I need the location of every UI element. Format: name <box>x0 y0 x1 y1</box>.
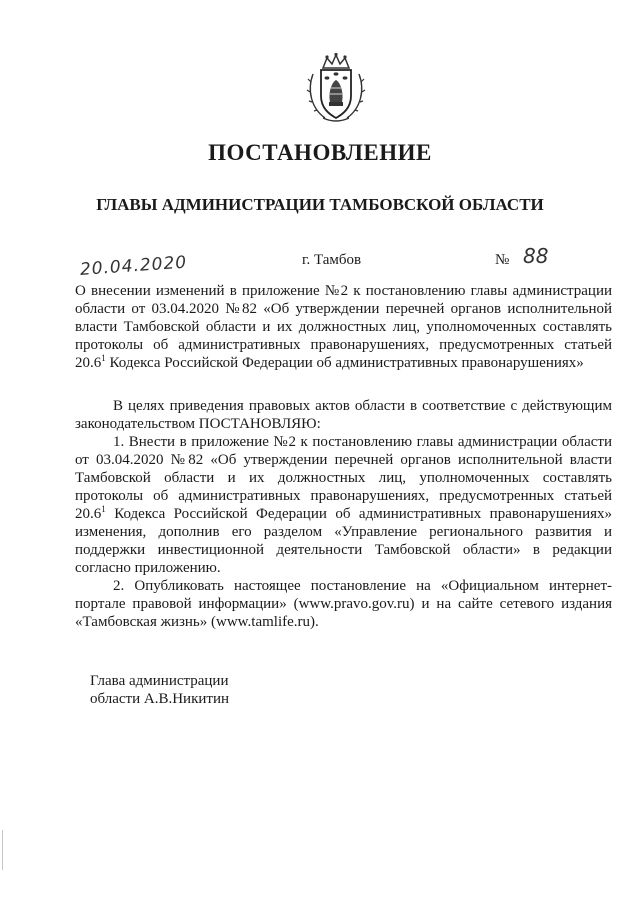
item-1-paragraph <box>75 433 612 577</box>
signature-block <box>90 672 229 708</box>
caption-superscript: 1 <box>101 353 106 363</box>
intro-paragraph: В целях приведения правовых актов области в соответствие с действующим законодательством ПОСТАНОВЛЯЮ: <box>75 398 612 432</box>
item-1-text-part1: 1. Внести в приложение №2 к постановлению главы администрации области от 03.04.2020 №82 «Об утверждении перечней органов исполнительной власти Тамбовской области и их должностных лиц, уполномоченных составлять протоколы об административных правонарушениях, предусмотренных статьей 20.6 <box>75 434 612 522</box>
document-body <box>75 397 612 631</box>
coat-of-arms-emblem <box>305 52 367 124</box>
document-caption <box>75 282 612 372</box>
signature-line-2: области А.В.Никитин <box>90 691 230 707</box>
item-1-superscript: 1 <box>101 504 106 514</box>
caption-text-part1: О внесении изменений в приложение №2 к постановлению главы администрации области от 03.04.2020 №82 «Об утверждении перечней органов исполнительной власти Тамбовской области и их должностных лиц, уполномоченных составлять протоколы об административных правонарушениях, предусмотренных статьей 20.6 <box>75 283 612 371</box>
number-label: № <box>495 252 510 268</box>
document-title: ПОСТАНОВЛЕНИЕ <box>208 140 432 165</box>
signature-line-1: Глава администрации <box>90 673 229 689</box>
document-subtitle: ГЛАВЫ АДМИНИСТРАЦИИ ТАМБОВСКОЙ ОБЛАСТИ <box>96 195 544 214</box>
caption-text-part2: Кодекса Российской Федерации об административных правонарушениях» <box>105 355 584 371</box>
handwritten-date: 20.04.2020 <box>79 252 188 280</box>
scan-edge-mark <box>2 830 3 870</box>
item-2-paragraph: 2. Опубликовать настоящее постановление на «Официальном интернет-портале правовой информации» (www.pravo.gov.ru) и на сайте сетевого издания «Тамбовская жизнь» (www.tamlife.ru). <box>75 578 612 630</box>
city-label: г. Тамбов <box>302 252 362 268</box>
item-1-text-part2: Кодекса Российской Федерации об административных правонарушениях» изменения, дополнив его разделом «Управление регионального развития и поддержки инвестиционной деятельности Тамбовской области» в редакции согласно приложению. <box>75 506 612 576</box>
handwritten-number: 88 <box>523 244 549 268</box>
